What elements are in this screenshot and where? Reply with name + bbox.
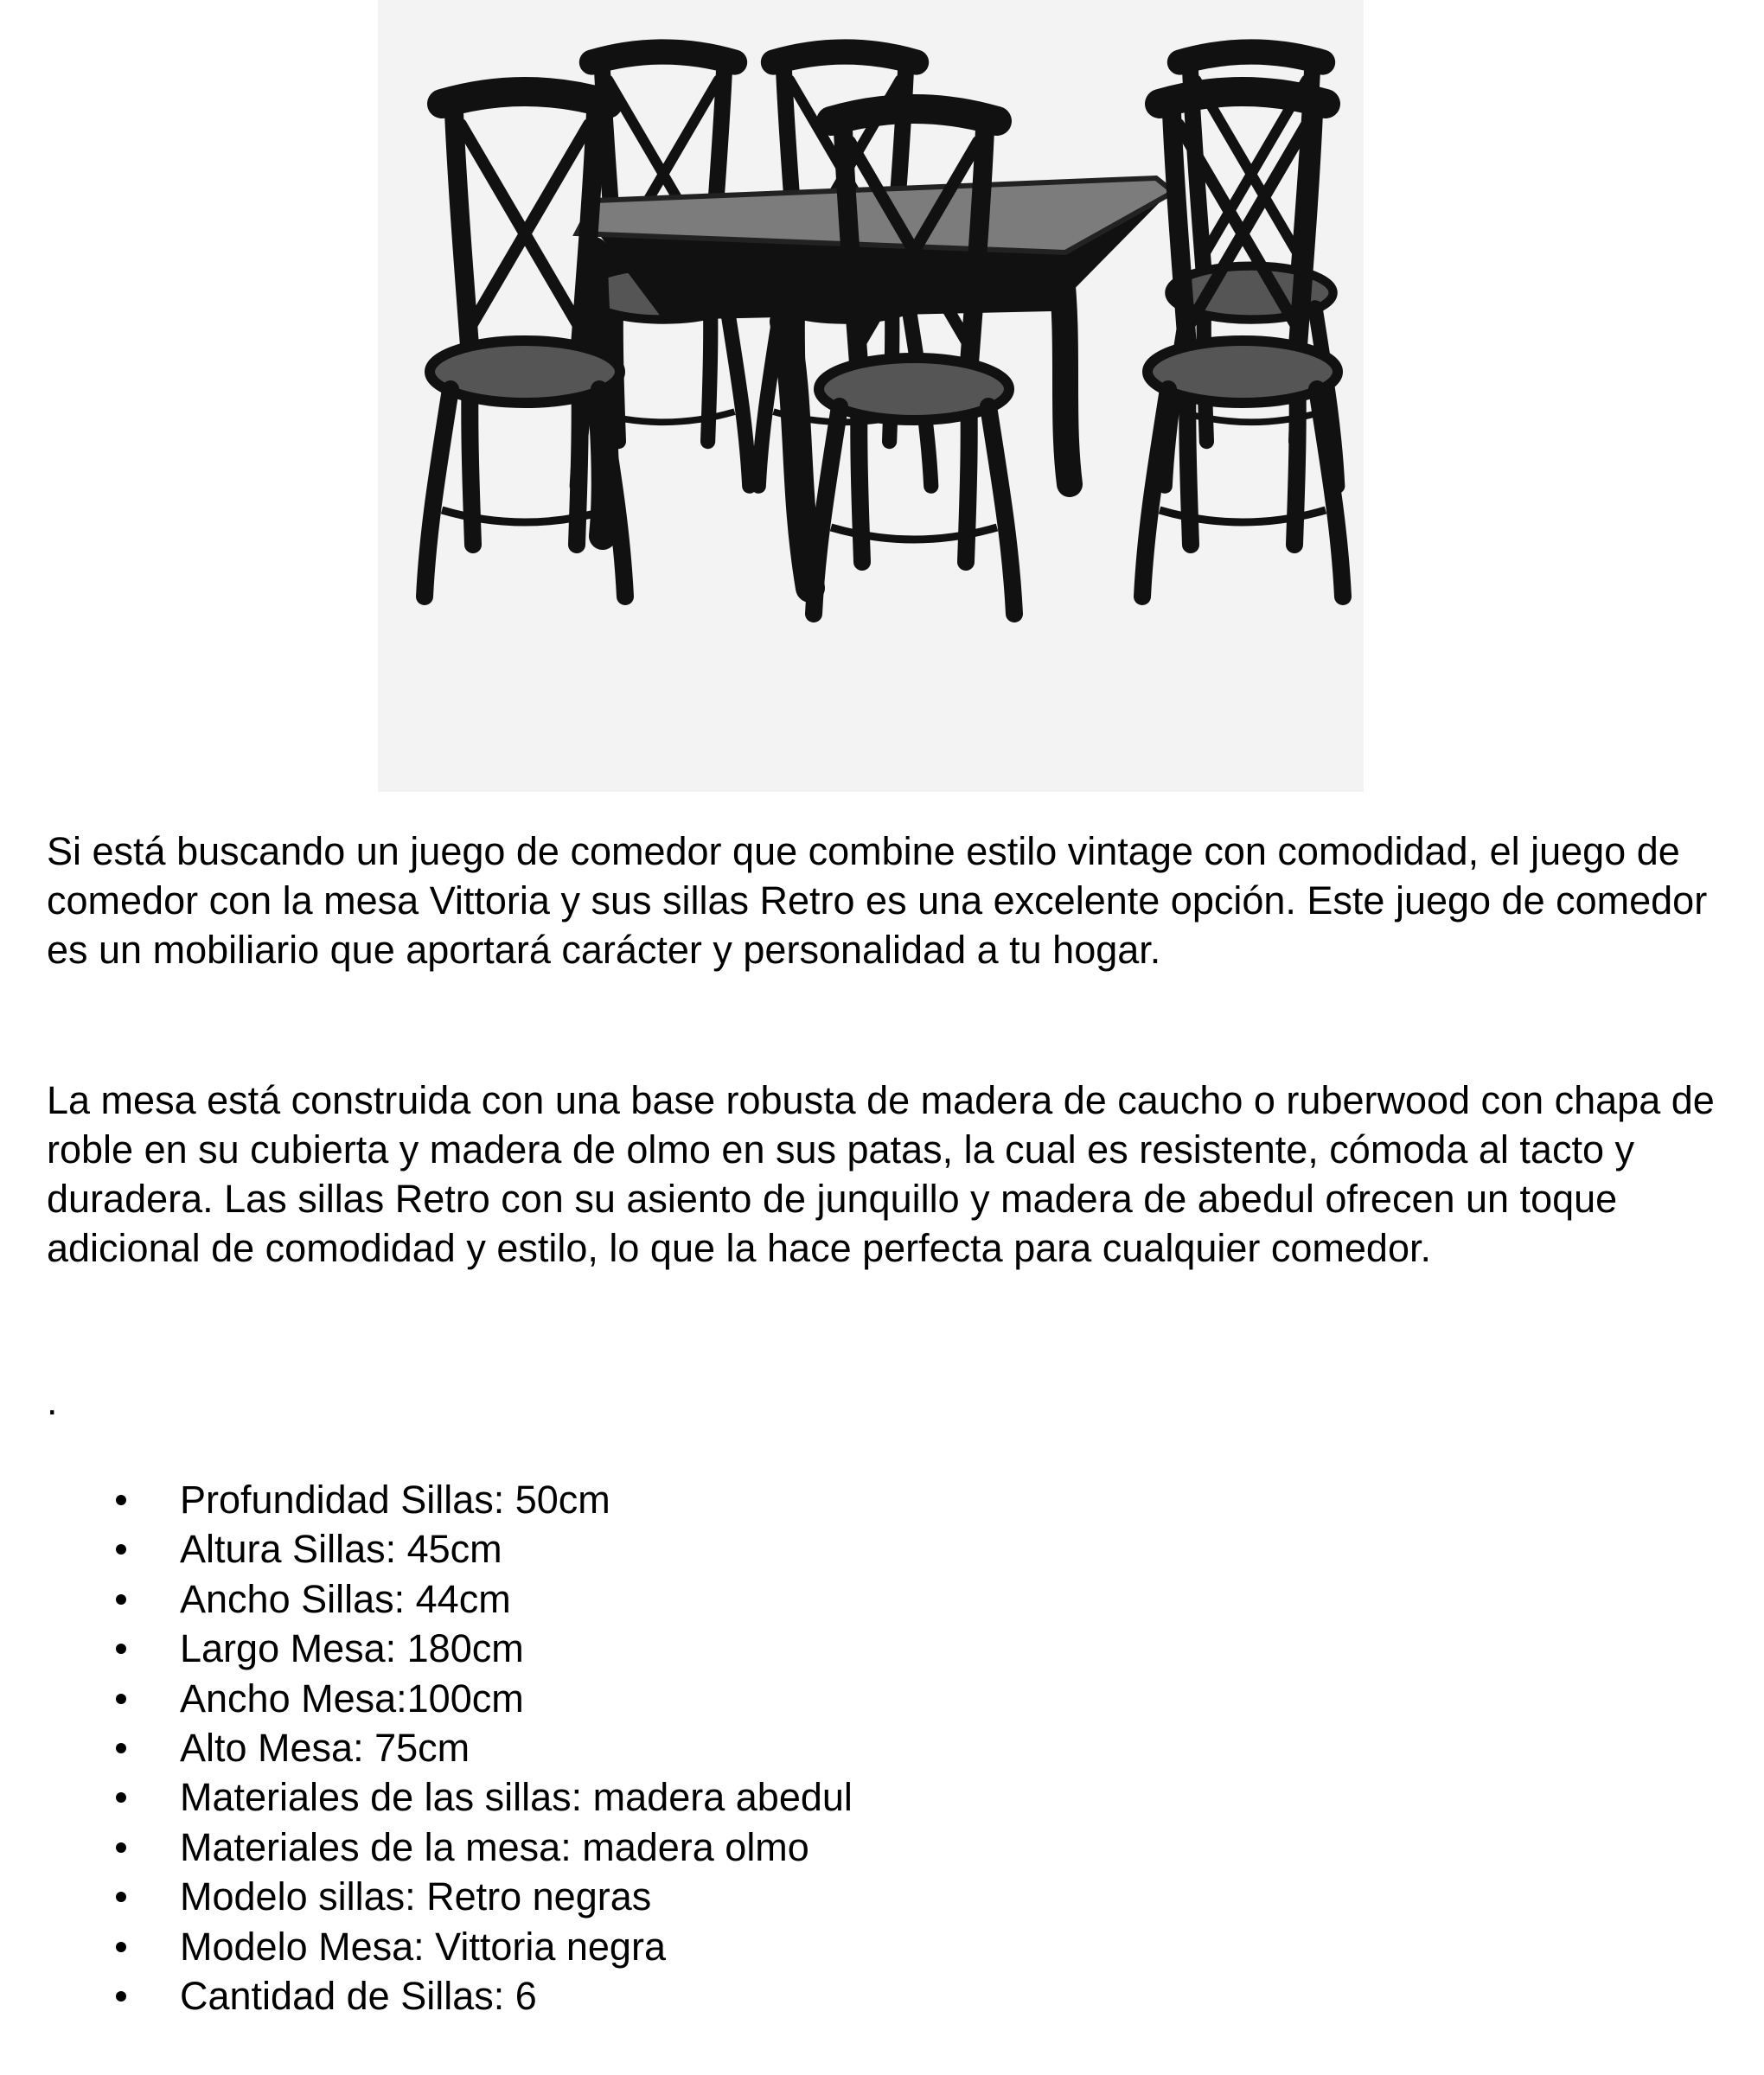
spec-text: Modelo sillas: Retro negras <box>180 1874 652 1919</box>
bullet-icon <box>116 1594 126 1605</box>
bullet-icon <box>116 1495 126 1505</box>
spec-text: Altura Sillas: 45cm <box>180 1527 502 1572</box>
specifications-list <box>0 1475 1124 2021</box>
bullet-icon <box>116 1544 126 1555</box>
bullet-icon <box>116 1991 126 2002</box>
bullet-icon <box>116 1942 126 1952</box>
list-item <box>0 1723 1124 1772</box>
list-item <box>0 1922 1124 1971</box>
materials-paragraph: La mesa está construida con una base robusta de madera de caucho o ruberwood con chapa de roble en su cubierta y madera de olmo en sus patas, la cual es resistente, cómoda al tacto y duradera. Las sillas Retro con su asiento de junquillo y madera de abedul ofrecen un toque adicional de comodidad y estilo, lo que la hace perfecta para cualquier comedor. <box>47 1078 1715 1270</box>
bullet-icon <box>116 1743 126 1753</box>
list-item <box>0 1872 1124 1921</box>
bullet-icon <box>116 1842 126 1853</box>
separator-dot: . <box>47 1379 58 1423</box>
spec-text: Modelo Mesa: Vittoria negra <box>180 1924 666 1969</box>
bullet-icon <box>116 1892 126 1902</box>
spec-text: Ancho Sillas: 44cm <box>180 1576 511 1621</box>
spec-text: Profundidad Sillas: 50cm <box>180 1478 610 1522</box>
product-photo <box>378 0 1364 792</box>
intro-paragraph: Si está buscando un juego de comedor que combine estilo vintage con comodidad, el juego de comedor con la mesa Vittoria y sus sillas Retro es una excelente opción. Este juego de comedor es un mobiliario que aportará carácter y personalidad a tu hogar. <box>47 829 1708 972</box>
bullet-icon <box>116 1644 126 1654</box>
list-item <box>0 1674 1124 1723</box>
spec-text: Materiales de las sillas: madera abedul <box>180 1775 853 1820</box>
list-item <box>0 1574 1124 1624</box>
spec-text: Largo Mesa: 180cm <box>180 1626 524 1671</box>
spec-text: Ancho Mesa:100cm <box>180 1676 524 1721</box>
list-item <box>0 1624 1124 1673</box>
list-item <box>0 1475 1124 1524</box>
list-item <box>0 1772 1124 1822</box>
list-item <box>0 1971 1124 2021</box>
spec-text: Cantidad de Sillas: 6 <box>180 1973 537 2018</box>
list-item <box>0 1823 1124 1872</box>
bullet-icon <box>116 1694 126 1704</box>
spec-text: Materiales de la mesa: madera olmo <box>180 1824 809 1869</box>
list-item <box>0 1524 1124 1574</box>
spec-text: Alto Mesa: 75cm <box>180 1725 470 1770</box>
dining-set-illustration <box>378 0 1364 792</box>
bullet-icon <box>116 1792 126 1803</box>
